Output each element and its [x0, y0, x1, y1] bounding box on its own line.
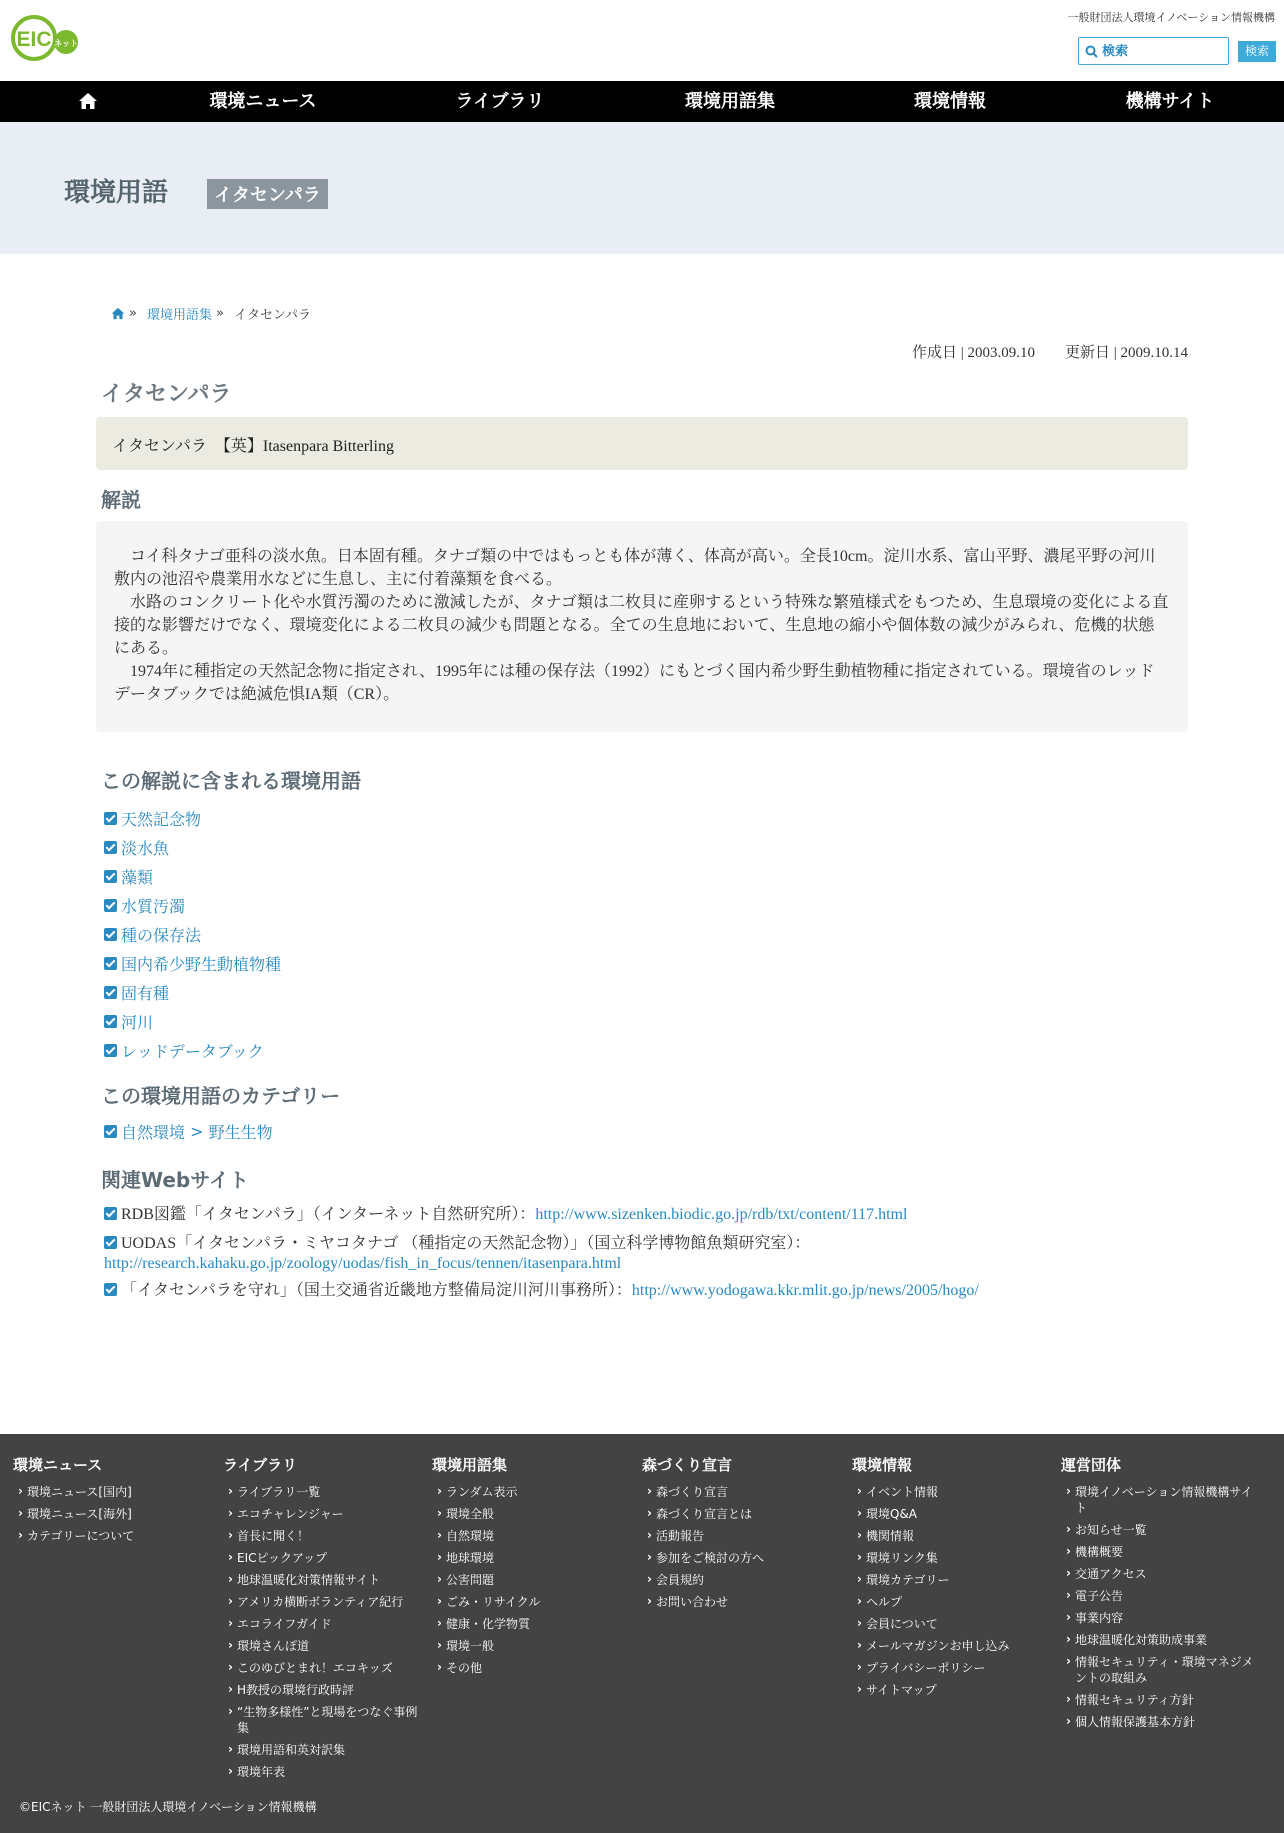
- footer-link[interactable]: › 参加をご検討の方へ: [642, 1550, 842, 1566]
- explanation-body: [96, 521, 1188, 732]
- footer-link[interactable]: › ライブラリ一覧: [223, 1484, 423, 1500]
- footer-link[interactable]: › 情報セキュリティ・環境マネジメントの取組み: [1061, 1654, 1261, 1686]
- term-link[interactable]: 淡水魚: [121, 839, 170, 858]
- footer-link[interactable]: › ごみ・リサイクル: [432, 1594, 632, 1610]
- search-box[interactable]: [1078, 37, 1229, 65]
- footer-link[interactable]: › ランダム表示: [432, 1484, 632, 1500]
- checkbox-icon: [104, 899, 117, 912]
- breadcrumb-glossary-link[interactable]: 環境用語集: [146, 308, 212, 323]
- explanation-paragraph: 水路のコンクリート化や水質汚濁のために激減したが、タナゴ類は二枚貝に産卵するという特殊な繁殖様式をもつため、生息環境の変化による直接的な影響だけでなく、環境変化による二枚貝の減少も問題となる。全ての生息地において、生息地の縮小や個体数の減少がみられ、危機的状態にある。: [114, 594, 1169, 657]
- term-heading: イタセンパラ: [101, 382, 232, 407]
- dates: 作成日 | 2003.09.10 更新日 | 2009.10.14: [911, 345, 1188, 361]
- explanation-paragraph: 1974年に種指定の天然記念物に指定され、1995年には種の保存法（1992）にもとづく国内希少野生動植物種に指定されている。環境省のレッドデータブックでは絶滅危惧IA類（CR）。: [114, 663, 1155, 703]
- list-item[interactable]: [104, 1036, 281, 1065]
- footer-link[interactable]: › エコチャレンジャー: [223, 1506, 423, 1522]
- site-footer: [0, 1434, 1284, 1833]
- breadcrumb-sep: »: [215, 306, 224, 321]
- term-link[interactable]: 天然記念物: [121, 810, 202, 829]
- footer-link[interactable]: › 情報セキュリティ方針: [1061, 1692, 1261, 1708]
- footer-col-title[interactable]: 運営団体: [1061, 1456, 1122, 1474]
- checkbox-icon: [104, 1283, 117, 1296]
- checkbox-icon: [104, 1125, 117, 1138]
- footer-link[interactable]: › 環境Q&A: [852, 1506, 1052, 1522]
- footer-link[interactable]: › このゆびとまれ！エコキッズ: [223, 1660, 423, 1676]
- list-item[interactable]: [104, 833, 281, 862]
- category-list: [104, 1117, 273, 1146]
- category-child-link[interactable]: 野生生物: [208, 1123, 273, 1142]
- footer-link[interactable]: › 公害問題: [432, 1572, 632, 1588]
- footer-col-operator: [1061, 1454, 1261, 1736]
- checkbox-icon: [104, 1044, 117, 1057]
- svg-text:EIC: EIC: [16, 28, 52, 51]
- page-title: 環境用語: [64, 178, 169, 208]
- term-link[interactable]: 固有種: [121, 984, 170, 1003]
- websites-heading: 関連Webサイト: [101, 1168, 249, 1192]
- checkbox-icon: [104, 1236, 117, 1249]
- footer-col-library: [223, 1454, 423, 1786]
- explanation-paragraph: コイ科タナゴ亜科の淡水魚。日本固有種。タナゴ類の中ではもっとも体が薄く、体高が高い。全長10cm。淀川水系、富山平野、濃尾平野の河川敷内の池沼や農業用水などに生息し、主に付着藻類を食べる。: [114, 548, 1156, 588]
- footer-link[interactable]: › 環境一般: [432, 1638, 632, 1654]
- footer-link[interactable]: › お知らせ一覧: [1061, 1522, 1261, 1538]
- eic-logo[interactable]: [7, 15, 79, 61]
- footer-link[interactable]: › 環境ニュース[海外]: [13, 1506, 213, 1522]
- footer-link[interactable]: › 地球環境: [432, 1550, 632, 1566]
- footer-link[interactable]: › “生物多様性”と現場をつなぐ事例集: [223, 1704, 423, 1736]
- footer-col-glossary: [432, 1454, 632, 1682]
- nav-org-site[interactable]: 機構サイト: [1125, 91, 1215, 112]
- title-band: [0, 122, 1284, 254]
- footer-link[interactable]: › 環境さんぽ道: [223, 1638, 423, 1654]
- term-link[interactable]: 河川: [121, 1013, 154, 1032]
- org-name[interactable]: 一般財団法人環境イノベーション情報機構: [1067, 11, 1275, 24]
- footer-link[interactable]: › エコライフガイド: [223, 1616, 423, 1632]
- main-nav: [0, 81, 1284, 122]
- footer-col-title[interactable]: ライブラリ: [223, 1456, 298, 1474]
- checkbox-icon: [104, 870, 117, 883]
- category-parent-link[interactable]: 自然環境: [121, 1123, 186, 1142]
- website-label: RDB図鑑「イタセンパラ」（インターネット自然研究所）：: [121, 1206, 536, 1223]
- footer-link[interactable]: › H教授の環境行政時評: [223, 1682, 423, 1698]
- footer-link[interactable]: › 環境ニュース[国内]: [13, 1484, 213, 1500]
- footer-col-news: [13, 1454, 213, 1550]
- footer-col-title[interactable]: 環境情報: [852, 1456, 913, 1474]
- nav-env-info[interactable]: 環境情報: [914, 91, 986, 112]
- search-button[interactable]: 検索: [1238, 41, 1276, 62]
- website-item: [104, 1281, 1184, 1301]
- footer-link[interactable]: › 電子公告: [1061, 1588, 1261, 1604]
- category-heading: この環境用語のカテゴリー: [101, 1084, 341, 1108]
- footer-link[interactable]: › 機構概要: [1061, 1544, 1261, 1560]
- footer-link[interactable]: › カテゴリーについて: [13, 1528, 213, 1544]
- term-badge: イタセンパラ: [207, 179, 328, 209]
- home-icon[interactable]: [111, 307, 125, 320]
- footer-link[interactable]: › 環境リンク集: [852, 1550, 1052, 1566]
- list-item: [104, 1117, 273, 1146]
- footer-link[interactable]: › EICピックアップ: [223, 1550, 423, 1566]
- footer-link[interactable]: › 事業内容: [1061, 1610, 1261, 1626]
- home-icon: [78, 92, 98, 110]
- checkbox-icon: [104, 1015, 117, 1028]
- search-icon: [1085, 45, 1098, 58]
- nav-library[interactable]: ライブラリ: [455, 91, 545, 112]
- footer-col-forest: [642, 1454, 842, 1616]
- website-label: 「イタセンパラを守れ」（国土交通省近畿地方整備局淀川河川事務所）：: [121, 1282, 632, 1299]
- list-item[interactable]: [104, 862, 281, 891]
- footer-link[interactable]: › その他: [432, 1660, 632, 1676]
- related-terms-list: [104, 804, 281, 1065]
- footer-link[interactable]: › 会員規約: [642, 1572, 842, 1588]
- checkbox-icon: [104, 928, 117, 941]
- website-link[interactable]: http://research.kahaku.go.jp/zoology/uodas/fish_in_focus/tennen/itasenpara.html: [104, 1255, 622, 1272]
- website-link[interactable]: http://www.sizenken.biodic.go.jp/rdb/txt/content/117.html: [535, 1206, 908, 1223]
- footer-link[interactable]: › 森づくり宣言: [642, 1484, 842, 1500]
- footer-link[interactable]: › プライバシーポリシー: [852, 1660, 1052, 1676]
- term-box: イタセンパラ 【英】Itasenpara Bitterling: [96, 417, 1188, 470]
- footer-link[interactable]: › 健康・化学物質: [432, 1616, 632, 1632]
- footer-link[interactable]: › 首長に聞く！: [223, 1528, 423, 1544]
- term-link[interactable]: 種の保存法: [121, 926, 202, 945]
- checkbox-icon: [104, 841, 117, 854]
- website-link[interactable]: http://www.yodogawa.kkr.mlit.go.jp/news/2005/hogo/: [631, 1282, 979, 1299]
- footer-link[interactable]: › 森づくり宣言とは: [642, 1506, 842, 1522]
- footer-link[interactable]: › 地球温暖化対策情報サイト: [223, 1572, 423, 1588]
- footer-link[interactable]: › 自然環境: [432, 1528, 632, 1544]
- footer-col-title[interactable]: 森づくり宣言: [642, 1456, 733, 1474]
- term-link[interactable]: 藻類: [121, 868, 154, 887]
- footer-link[interactable]: › サイトマップ: [852, 1682, 1052, 1698]
- footer-link[interactable]: › 機関情報: [852, 1528, 1052, 1544]
- term-link[interactable]: 国内希少野生動植物種: [121, 955, 282, 974]
- checkbox-icon: [104, 957, 117, 970]
- footer-link[interactable]: › アメリカ横断ボランティア紀行: [223, 1594, 423, 1610]
- footer-link[interactable]: › ヘルプ: [852, 1594, 1052, 1610]
- explanation-heading: 解説: [101, 488, 141, 512]
- category-sep: >: [185, 1122, 209, 1141]
- checkbox-icon: [104, 812, 117, 825]
- list-item[interactable]: [104, 804, 281, 833]
- breadcrumb-current: イタセンパラ: [233, 308, 312, 323]
- website-item: [104, 1234, 1184, 1274]
- website-item: [104, 1205, 1184, 1225]
- footer-col-title[interactable]: 環境用語集: [432, 1456, 508, 1474]
- footer-link[interactable]: › 環境カテゴリー: [852, 1572, 1052, 1588]
- term-link[interactable]: レッドデータブック: [121, 1042, 264, 1061]
- footer-link[interactable]: › イベント情報: [852, 1484, 1052, 1500]
- footer-link[interactable]: › 交通アクセス: [1061, 1566, 1261, 1582]
- footer-link[interactable]: › 会員について: [852, 1616, 1052, 1632]
- list-item[interactable]: [104, 949, 281, 978]
- term-link[interactable]: 水質汚濁: [121, 897, 186, 916]
- list-item[interactable]: [104, 920, 281, 949]
- website-label: UODAS「イタセンパラ・ミヤコタナゴ （種指定の天然記念物）」（国立科学博物館魚類研究室）：: [121, 1235, 811, 1252]
- nav-env-news[interactable]: 環境ニュース: [209, 91, 317, 112]
- search-input[interactable]: [1102, 44, 1212, 59]
- footer-link[interactable]: › 地球温暖化対策助成事業: [1061, 1632, 1261, 1648]
- footer-col-env-info: [852, 1454, 1052, 1704]
- footer-link[interactable]: › お問い合わせ: [642, 1594, 842, 1610]
- footer-link[interactable]: › 環境全般: [432, 1506, 632, 1522]
- related-terms-heading: この解説に含まれる環境用語: [101, 769, 361, 793]
- breadcrumb-sep: »: [129, 306, 137, 321]
- footer-link[interactable]: › 個人情報保護基本方針: [1061, 1714, 1261, 1730]
- checkbox-icon: [104, 986, 117, 999]
- svg-text:ネット: ネット: [54, 39, 78, 48]
- footer-link[interactable]: › 環境用語和英対訳集: [223, 1742, 423, 1758]
- checkbox-icon: [104, 1207, 117, 1220]
- list-item[interactable]: [104, 891, 281, 920]
- breadcrumb: [111, 304, 311, 323]
- footer-link[interactable]: › メールマガジンお申し込み: [852, 1638, 1052, 1654]
- site-header: [0, 0, 1284, 81]
- footer-link[interactable]: › 環境イノベーション情報機構サイト: [1061, 1484, 1261, 1516]
- nav-home[interactable]: [74, 81, 102, 122]
- copyright: ©EICネット 一般財団法人環境イノベーション情報機構: [19, 1800, 317, 1814]
- footer-col-title[interactable]: 環境ニュース: [13, 1456, 103, 1474]
- footer-link[interactable]: › 環境年表: [223, 1764, 423, 1780]
- footer-link[interactable]: › 活動報告: [642, 1528, 842, 1544]
- list-item[interactable]: [104, 978, 281, 1007]
- list-item[interactable]: [104, 1007, 281, 1036]
- nav-glossary[interactable]: 環境用語集: [685, 91, 775, 112]
